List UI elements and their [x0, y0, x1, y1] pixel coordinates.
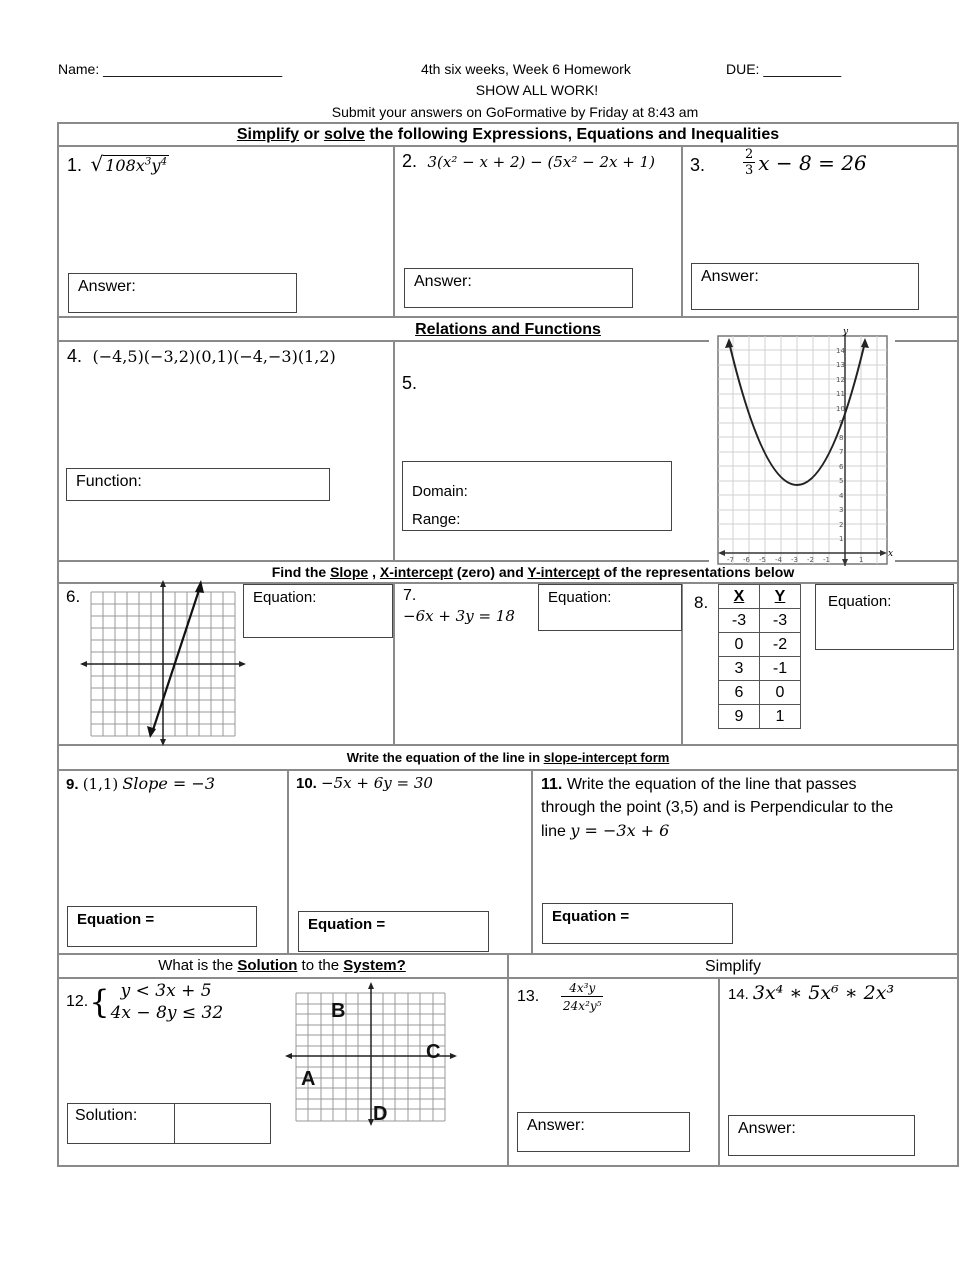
q10-equation: −5x + 6y = 30	[321, 774, 433, 792]
svg-text:7: 7	[839, 448, 844, 456]
question-number: 1.	[67, 155, 83, 175]
title-text: or	[299, 126, 324, 143]
question-12	[66, 980, 223, 1024]
question-3	[690, 148, 867, 177]
table-row	[719, 633, 801, 657]
q3-fraction: $\frac{2}{3}$	[745, 147, 754, 178]
q13-answer-box[interactable]	[517, 1112, 690, 1152]
question-14	[728, 982, 894, 1004]
answer-label: Equation:	[253, 589, 317, 606]
answer-label: Answer:	[738, 1120, 796, 1137]
svg-text:-5: -5	[759, 556, 766, 564]
svg-text:10: 10	[836, 405, 845, 413]
table-cell: 1	[760, 705, 801, 729]
question-number: 11.	[541, 776, 563, 793]
question-number: 3.	[690, 155, 706, 175]
q5-domain-range-box[interactable]	[402, 461, 672, 531]
submit-note: Submit your answers on GoFormative by Friday at 8:43 am	[331, 104, 699, 120]
svg-text:-3: -3	[791, 556, 798, 564]
q9-slope: Slope = −3	[122, 774, 216, 793]
title-word-solve: solve	[323, 126, 365, 143]
q6-equation-box[interactable]	[243, 584, 393, 638]
svg-text:5: 5	[839, 477, 844, 485]
range-label: Range:	[412, 511, 461, 528]
column-header-y: Y	[760, 585, 801, 609]
question-6-number: 6.	[66, 587, 81, 606]
frame-top	[57, 122, 959, 124]
answer-label: Equation:	[828, 593, 892, 610]
q14-answer-box[interactable]	[728, 1115, 915, 1156]
svg-text:1: 1	[859, 556, 864, 564]
divider	[393, 146, 395, 317]
section-title-system-solution: What is the Solution to the System?	[158, 957, 406, 974]
q8-xy-table	[718, 584, 801, 729]
answer-label: Answer:	[414, 273, 472, 290]
question-13	[517, 982, 603, 1012]
svg-text:-6: -6	[743, 556, 750, 564]
name-field-label: Name: _______________________	[58, 61, 283, 77]
q12-region-graph	[284, 981, 459, 1127]
question-number: 2.	[402, 151, 418, 171]
table-cell: -2	[760, 633, 801, 657]
svg-text:-1: -1	[823, 556, 830, 564]
answer-label: Answer:	[527, 1117, 585, 1134]
table-row	[719, 681, 801, 705]
question-number: 13.	[517, 988, 540, 1005]
q2-answer-box[interactable]	[404, 268, 633, 308]
question-5-number: 5.	[402, 373, 418, 393]
system-brace: {	[89, 983, 110, 1021]
q1-radicand: $108x^3y^4$	[105, 155, 168, 175]
divider	[393, 583, 395, 745]
q14-expression: 3x⁴ ∗ 5x⁶ ∗ 2x³	[752, 982, 895, 1004]
q3-answer-box[interactable]	[691, 263, 919, 310]
divider	[287, 770, 289, 954]
svg-text:-2: -2	[807, 556, 814, 564]
region-label-d: D	[373, 1103, 388, 1125]
section-title-relations-functions: Relations and Functions	[415, 321, 601, 338]
svg-text:-7: -7	[727, 556, 734, 564]
q3-equation: x − 8 = 26	[758, 150, 867, 175]
inequality-2: 4x − 8y ≤ 32	[110, 1003, 224, 1023]
answer-label: Equation =	[308, 916, 386, 933]
q11-text: Write the equation of the line that passes	[566, 776, 857, 793]
table-cell: 3	[719, 657, 760, 681]
inequality-1: y < 3x + 5	[120, 981, 212, 1001]
section-title-slope-intercept-form: Write the equation of the line in slope-intercept form	[346, 750, 670, 765]
divider	[57, 560, 709, 562]
q11-line-equation: y = −3x + 6	[570, 821, 670, 840]
divider	[681, 146, 683, 317]
section-title-slope-intercepts: Find the Slope , X-intercept (zero) and Y-intercept of the representations below	[271, 564, 795, 580]
column-header-x: X	[719, 585, 760, 609]
question-1	[67, 152, 169, 176]
table-cell: 6	[719, 681, 760, 705]
svg-text:4: 4	[839, 492, 844, 500]
question-9	[66, 774, 215, 793]
question-number: 12.	[66, 993, 89, 1010]
svg-text:y: y	[843, 328, 849, 337]
title-word-simplify: Simplify	[236, 126, 300, 143]
show-all-work-instruction: SHOW ALL WORK!	[475, 82, 599, 98]
svg-text:12: 12	[836, 376, 845, 384]
region-label-a: A	[301, 1068, 316, 1090]
divider	[57, 340, 709, 342]
q7-equation-box[interactable]	[538, 584, 682, 631]
section-title-simplify: Simplify	[704, 958, 761, 975]
table-header-row	[719, 585, 801, 609]
q2-expression: 3(x² − x + 2) − (5x² − 2x + 1)	[427, 153, 655, 171]
question-number: 4.	[67, 346, 83, 366]
radical-sign: √	[90, 152, 104, 176]
svg-text:2: 2	[839, 521, 844, 529]
divider	[57, 316, 959, 318]
q12-solution-box[interactable]	[67, 1103, 271, 1144]
question-number: 9.	[66, 776, 79, 793]
q1-answer-box[interactable]	[68, 273, 297, 313]
question-number: 14.	[728, 986, 749, 1003]
svg-text:13: 13	[836, 361, 845, 369]
table-cell: 0	[719, 633, 760, 657]
divider	[895, 340, 959, 342]
q6-line-graph	[80, 578, 248, 748]
answer-label: Function:	[76, 473, 142, 490]
question-11	[541, 773, 893, 843]
answer-label: Equation =	[77, 911, 155, 928]
divider	[57, 145, 959, 147]
table-row	[719, 609, 801, 633]
q10-equation-box[interactable]	[298, 911, 489, 952]
q9-point: (1,1)	[82, 775, 119, 793]
section-title-simplify-solve	[57, 126, 959, 144]
solution-input-cell[interactable]	[175, 1104, 270, 1143]
question-number: 10.	[296, 775, 317, 792]
question-2	[402, 151, 655, 172]
svg-text:1: 1	[839, 535, 844, 543]
title-text: the following Expressions, Equations and Inequalities	[364, 126, 780, 143]
answer-label: Equation =	[552, 908, 630, 925]
svg-text:3: 3	[839, 506, 844, 514]
answer-label: Answer:	[78, 278, 136, 295]
domain-label: Domain:	[412, 483, 468, 500]
question-number: 7.	[403, 587, 417, 604]
table-cell: -3	[760, 609, 801, 633]
answer-label: Equation:	[548, 589, 612, 606]
q12-inequalities	[111, 980, 224, 1024]
table-cell: -1	[760, 657, 801, 681]
divider	[57, 769, 959, 771]
question-8-number: 8.	[694, 593, 709, 612]
table-row	[719, 657, 801, 681]
due-field-label: DUE: __________	[726, 61, 842, 77]
frame-left	[57, 122, 59, 1167]
svg-text:11: 11	[836, 390, 845, 398]
table-cell: -3	[719, 609, 760, 633]
table-cell: 0	[760, 681, 801, 705]
answer-label: Solution:	[68, 1104, 175, 1143]
question-10	[296, 774, 433, 792]
divider	[718, 978, 720, 1166]
svg-text:-4: -4	[775, 556, 782, 564]
region-label-b: B	[331, 1000, 346, 1022]
q4-ordered-pairs: (−4,5)(−3,2)(0,1)(−4,−3)(1,2)	[92, 347, 336, 366]
q13-fraction: $\frac{\text{4x³y}}{\text{24x²y⁵}}$	[563, 981, 602, 1013]
svg-text:6: 6	[839, 463, 844, 471]
svg-text:9: 9	[839, 419, 844, 427]
question-4	[67, 346, 336, 367]
divider	[393, 341, 395, 561]
q4-function-answer-box[interactable]	[66, 468, 330, 501]
q5-parabola-graph	[712, 328, 898, 568]
frame-right	[957, 122, 959, 1167]
q11-text: through the point (3,5) and is Perpendicular to the	[541, 799, 894, 816]
worksheet-title: 4th six weeks, Week 6 Homework	[421, 61, 631, 77]
q9-equation-box[interactable]	[67, 906, 257, 947]
svg-text:x: x	[888, 549, 894, 559]
region-label-c: C	[426, 1041, 441, 1063]
q11-equation-box[interactable]	[542, 903, 733, 944]
q7-equation: −6x + 3y = 18	[403, 607, 515, 625]
divider	[507, 954, 509, 1166]
q8-equation-box[interactable]	[815, 584, 954, 650]
divider	[895, 560, 959, 562]
q11-text: line	[541, 823, 571, 840]
question-7	[403, 587, 515, 625]
table-cell: 9	[719, 705, 760, 729]
table-row	[719, 705, 801, 729]
divider	[531, 770, 533, 954]
answer-label: Answer:	[701, 268, 759, 285]
svg-text:14: 14	[836, 347, 845, 355]
svg-text:8: 8	[839, 434, 844, 442]
